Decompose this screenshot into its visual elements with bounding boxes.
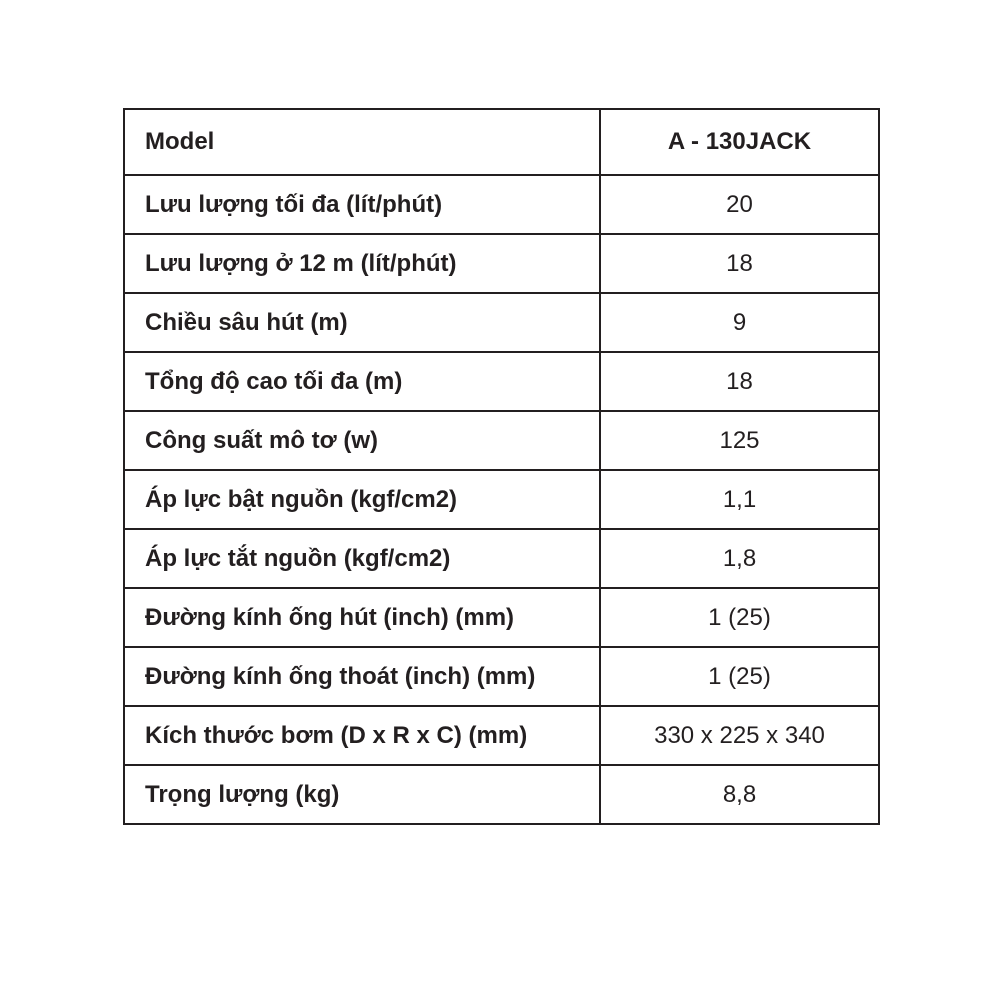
row-label: Đường kính ống thoát (inch) (mm) — [124, 647, 600, 706]
row-value: 20 — [600, 175, 879, 234]
row-label: Tổng độ cao tối đa (m) — [124, 352, 600, 411]
row-value: 18 — [600, 352, 879, 411]
table-row — [124, 234, 879, 293]
table-row — [124, 588, 879, 647]
row-label: Đường kính ống hút (inch) (mm) — [124, 588, 600, 647]
table-row — [124, 352, 879, 411]
row-value: 125 — [600, 411, 879, 470]
table-row — [124, 765, 879, 824]
row-label: Lưu lượng ở 12 m (lít/phút) — [124, 234, 600, 293]
row-label: Lưu lượng tối đa (lít/phút) — [124, 175, 600, 234]
table-row — [124, 411, 879, 470]
row-value: 9 — [600, 293, 879, 352]
header-label-cell: Model — [124, 109, 600, 175]
spec-table — [123, 108, 880, 825]
row-value: 1 (25) — [600, 647, 879, 706]
header-value-cell: A - 130JACK — [600, 109, 879, 175]
row-label: Công suất mô tơ (w) — [124, 411, 600, 470]
row-label: Áp lực tắt nguồn (kgf/cm2) — [124, 529, 600, 588]
row-label: Chiều sâu hút (m) — [124, 293, 600, 352]
table-row — [124, 470, 879, 529]
table-row — [124, 529, 879, 588]
table-row — [124, 647, 879, 706]
row-value: 1,1 — [600, 470, 879, 529]
row-value: 8,8 — [600, 765, 879, 824]
row-label: Kích thước bơm (D x R x C) (mm) — [124, 706, 600, 765]
row-value: 330 x 225 x 340 — [600, 706, 879, 765]
row-value: 18 — [600, 234, 879, 293]
table-row — [124, 706, 879, 765]
table-row — [124, 293, 879, 352]
row-value: 1 (25) — [600, 588, 879, 647]
table-header-row — [124, 109, 879, 175]
row-value: 1,8 — [600, 529, 879, 588]
row-label: Áp lực bật nguồn (kgf/cm2) — [124, 470, 600, 529]
table-row — [124, 175, 879, 234]
row-label: Trọng lượng (kg) — [124, 765, 600, 824]
